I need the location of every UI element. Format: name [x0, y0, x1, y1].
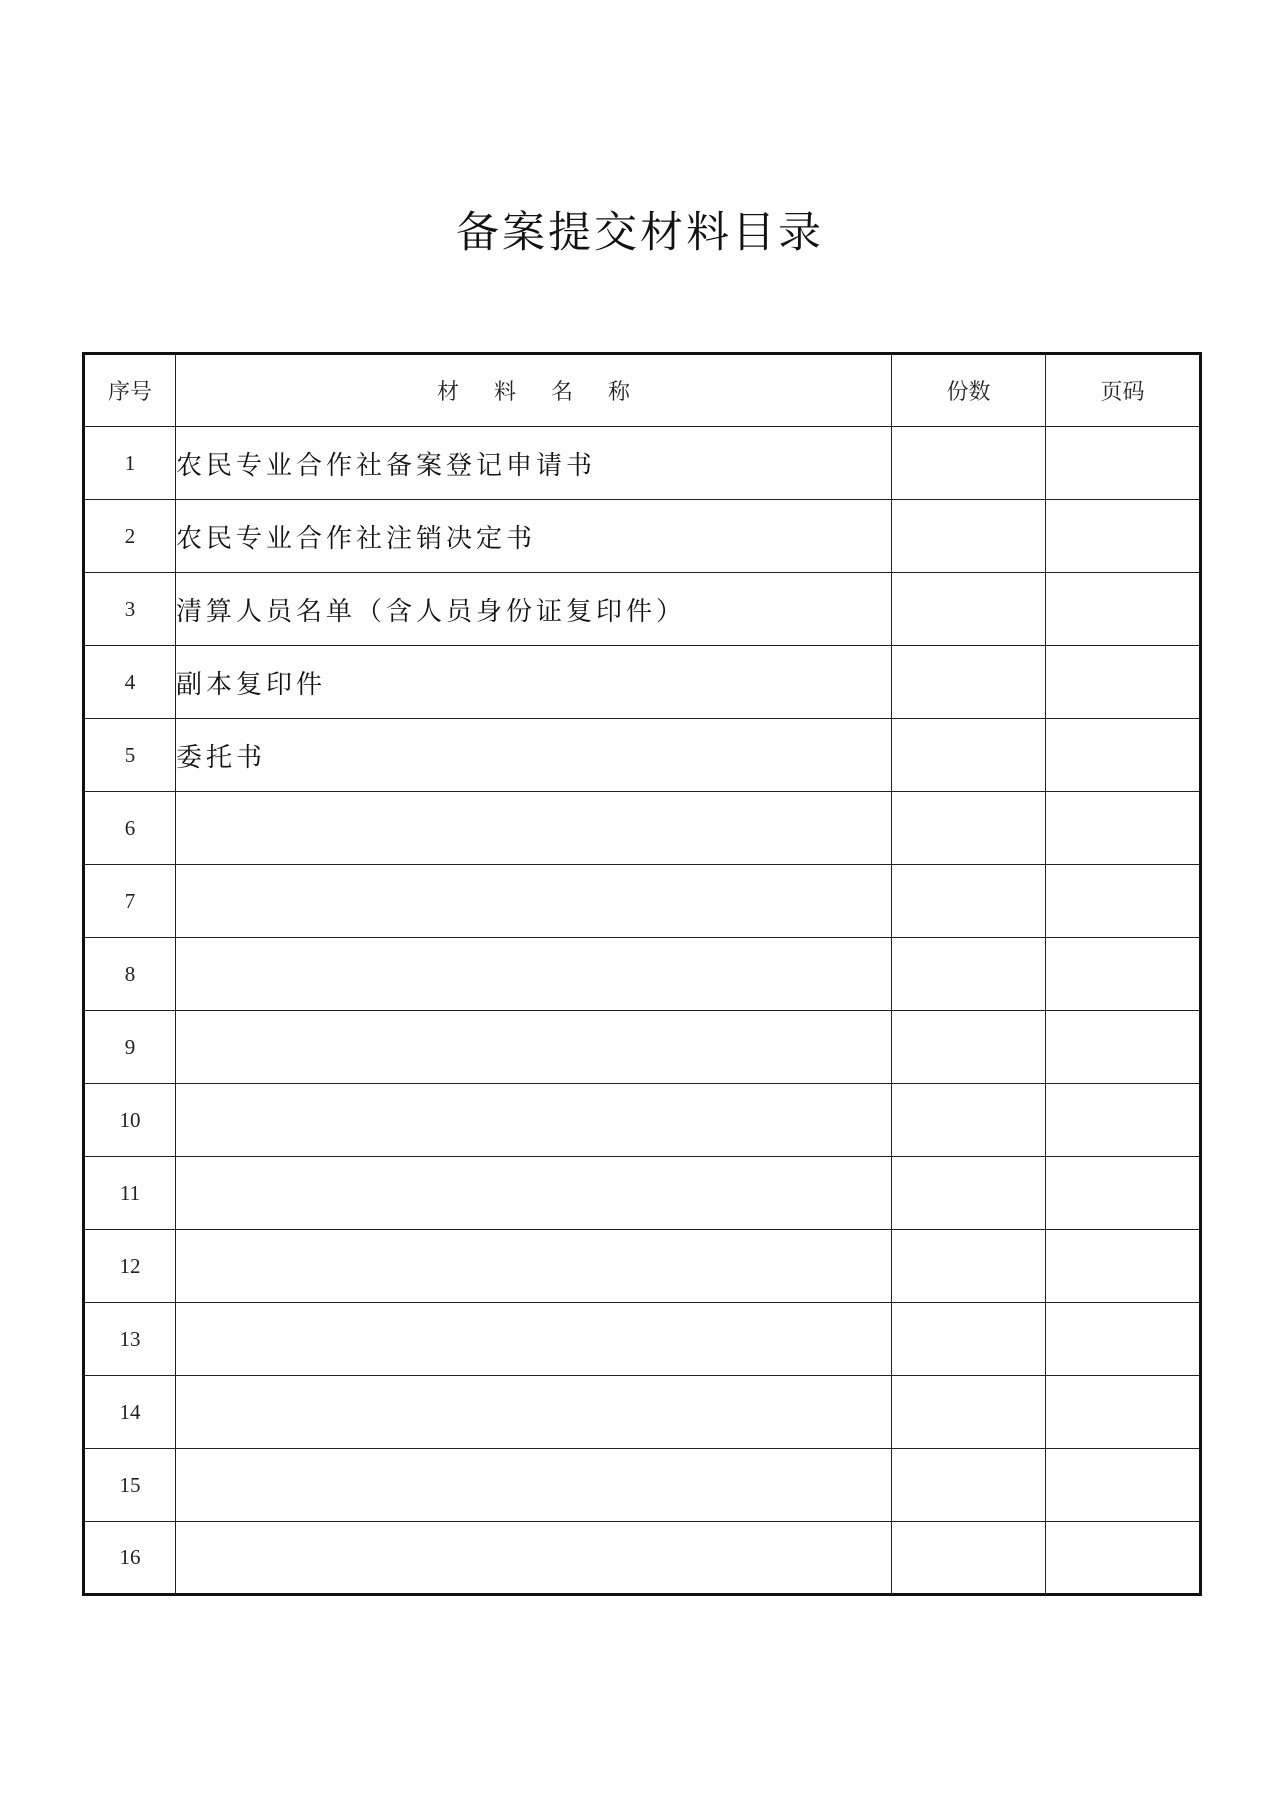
name-cell[interactable]: 农民专业合作社备案登记申请书: [176, 427, 892, 500]
seq-cell: 2: [84, 500, 176, 573]
name-cell[interactable]: [176, 1376, 892, 1449]
seq-cell: 15: [84, 1449, 176, 1522]
header-pages: 页码: [1046, 354, 1201, 427]
table-row: [84, 573, 1201, 646]
copies-cell[interactable]: [892, 792, 1046, 865]
table-row: [84, 792, 1201, 865]
pages-cell[interactable]: [1046, 1303, 1201, 1376]
table-row: [84, 1157, 1201, 1230]
pages-cell[interactable]: [1046, 938, 1201, 1011]
copies-cell[interactable]: [892, 573, 1046, 646]
name-cell[interactable]: [176, 865, 892, 938]
copies-cell[interactable]: [892, 1522, 1046, 1595]
pages-cell[interactable]: [1046, 1449, 1201, 1522]
page-title: 备案提交材料目录: [456, 208, 824, 258]
name-cell[interactable]: [176, 1449, 892, 1522]
seq-cell: 3: [84, 573, 176, 646]
header-seq: 序号: [84, 354, 176, 427]
table-row: [84, 1449, 1201, 1522]
table-row: [84, 719, 1201, 792]
name-cell[interactable]: 副本复印件: [176, 646, 892, 719]
seq-cell: 6: [84, 792, 176, 865]
pages-cell[interactable]: [1046, 573, 1201, 646]
name-cell[interactable]: [176, 938, 892, 1011]
name-cell[interactable]: [176, 1157, 892, 1230]
table-row: [84, 1303, 1201, 1376]
copies-cell[interactable]: [892, 1230, 1046, 1303]
pages-cell[interactable]: [1046, 646, 1201, 719]
table-row: [84, 1084, 1201, 1157]
pages-cell[interactable]: [1046, 719, 1201, 792]
table-row: [84, 427, 1201, 500]
copies-cell[interactable]: [892, 938, 1046, 1011]
table-row: [84, 1011, 1201, 1084]
table-row: [84, 1376, 1201, 1449]
seq-cell: 14: [84, 1376, 176, 1449]
header-name: [176, 354, 892, 427]
name-cell[interactable]: [176, 1084, 892, 1157]
copies-cell[interactable]: [892, 1011, 1046, 1084]
seq-cell: 16: [84, 1522, 176, 1595]
copies-cell[interactable]: [892, 865, 1046, 938]
pages-cell[interactable]: [1046, 865, 1201, 938]
seq-cell: 10: [84, 1084, 176, 1157]
name-cell[interactable]: 委托书: [176, 719, 892, 792]
seq-cell: 1: [84, 427, 176, 500]
table-row: [84, 646, 1201, 719]
table-row: [84, 1230, 1201, 1303]
pages-cell[interactable]: [1046, 1522, 1201, 1595]
seq-cell: 12: [84, 1230, 176, 1303]
copies-cell[interactable]: [892, 1376, 1046, 1449]
pages-cell[interactable]: [1046, 1011, 1201, 1084]
name-cell[interactable]: [176, 1522, 892, 1595]
copies-cell[interactable]: [892, 500, 1046, 573]
copies-cell[interactable]: [892, 646, 1046, 719]
seq-cell: 5: [84, 719, 176, 792]
name-cell[interactable]: [176, 1011, 892, 1084]
seq-cell: 13: [84, 1303, 176, 1376]
copies-cell[interactable]: [892, 427, 1046, 500]
seq-cell: 8: [84, 938, 176, 1011]
table-header-row: [84, 354, 1201, 427]
table-row: [84, 500, 1201, 573]
seq-cell: 11: [84, 1157, 176, 1230]
materials-table: [82, 352, 1202, 1596]
copies-cell[interactable]: [892, 1084, 1046, 1157]
table-row: [84, 865, 1201, 938]
name-cell[interactable]: 农民专业合作社注销决定书: [176, 500, 892, 573]
name-cell[interactable]: [176, 1303, 892, 1376]
copies-cell[interactable]: [892, 1303, 1046, 1376]
copies-cell[interactable]: [892, 719, 1046, 792]
pages-cell[interactable]: [1046, 500, 1201, 573]
table-row: [84, 938, 1201, 1011]
header-name-label: 材 料 名 称: [437, 380, 644, 405]
pages-cell[interactable]: [1046, 1084, 1201, 1157]
seq-cell: 9: [84, 1011, 176, 1084]
name-cell[interactable]: 清算人员名单（含人员身份证复印件）: [176, 573, 892, 646]
pages-cell[interactable]: [1046, 1376, 1201, 1449]
name-cell[interactable]: [176, 792, 892, 865]
copies-cell[interactable]: [892, 1449, 1046, 1522]
copies-cell[interactable]: [892, 1157, 1046, 1230]
seq-cell: 4: [84, 646, 176, 719]
pages-cell[interactable]: [1046, 792, 1201, 865]
seq-cell: 7: [84, 865, 176, 938]
pages-cell[interactable]: [1046, 1230, 1201, 1303]
pages-cell[interactable]: [1046, 427, 1201, 500]
header-copies: 份数: [892, 354, 1046, 427]
table-row: [84, 1522, 1201, 1595]
name-cell[interactable]: [176, 1230, 892, 1303]
pages-cell[interactable]: [1046, 1157, 1201, 1230]
